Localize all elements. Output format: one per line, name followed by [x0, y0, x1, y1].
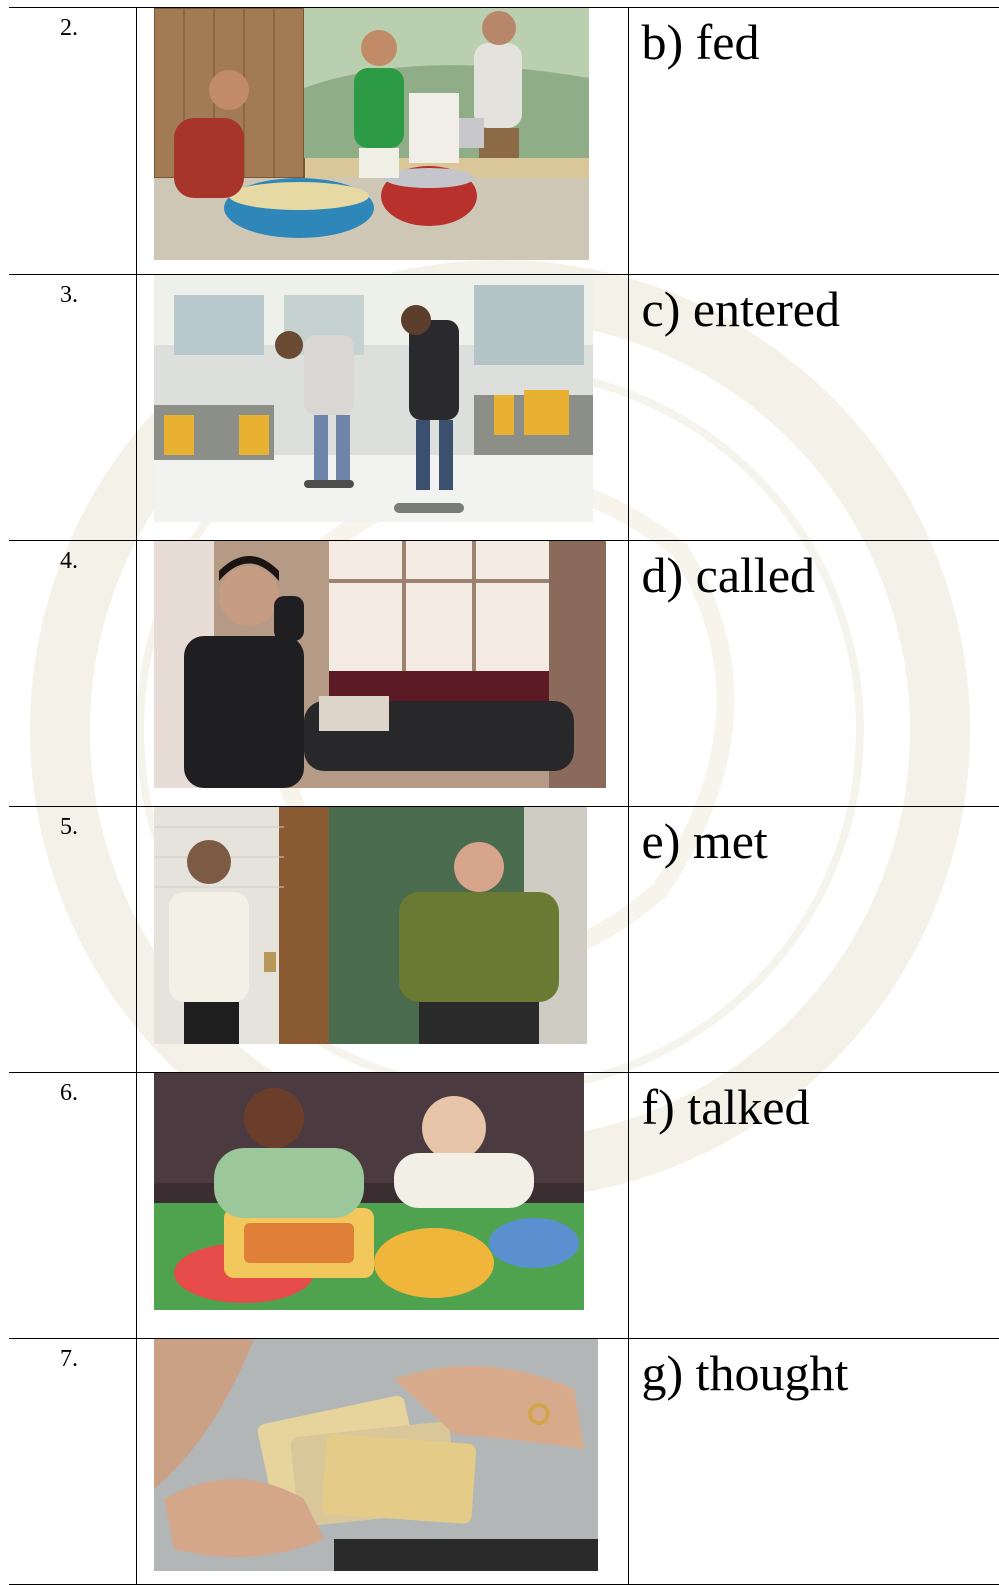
answer-word: e) met — [629, 807, 999, 869]
women-washing-clothes-picture — [154, 8, 589, 260]
picture-cell — [136, 1073, 628, 1339]
answer-cell — [628, 807, 999, 1073]
table-row — [9, 8, 999, 275]
item-number: 6. — [9, 1073, 136, 1106]
item-number: 2. — [9, 8, 136, 41]
students-sweeping-picture — [154, 275, 593, 522]
number-cell — [9, 275, 136, 541]
answer-cell — [628, 541, 999, 807]
table-row — [9, 275, 999, 541]
table-row — [9, 1339, 999, 1585]
answer-word: g) thought — [629, 1339, 999, 1401]
item-number: 3. — [9, 275, 136, 308]
answer-word: d) called — [629, 541, 999, 603]
item-number: 4. — [9, 541, 136, 574]
answer-word: b) fed — [629, 8, 999, 70]
answer-cell — [628, 1073, 999, 1339]
picture-cell — [136, 8, 628, 275]
picture-cell — [136, 541, 628, 807]
man-thinking-picture — [154, 541, 606, 788]
number-cell — [9, 1339, 136, 1585]
picture-cell — [136, 1339, 628, 1585]
picture-cell — [136, 807, 628, 1073]
hands-money-picture — [154, 1339, 598, 1571]
item-number: 7. — [9, 1339, 136, 1372]
men-meeting-picture — [154, 807, 587, 1044]
number-cell — [9, 8, 136, 275]
table-row — [9, 807, 999, 1073]
answer-cell — [628, 8, 999, 275]
answer-word: c) entered — [629, 275, 999, 337]
answer-word: f) talked — [629, 1073, 999, 1135]
number-cell — [9, 1073, 136, 1339]
number-cell — [9, 541, 136, 807]
answer-cell — [628, 275, 999, 541]
number-cell — [9, 807, 136, 1073]
children-playing-picture — [154, 1073, 584, 1310]
table-row — [9, 541, 999, 807]
item-number: 5. — [9, 807, 136, 840]
worksheet-table — [9, 7, 999, 1585]
picture-cell — [136, 275, 628, 541]
table-row — [9, 1073, 999, 1339]
answer-cell — [628, 1339, 999, 1585]
